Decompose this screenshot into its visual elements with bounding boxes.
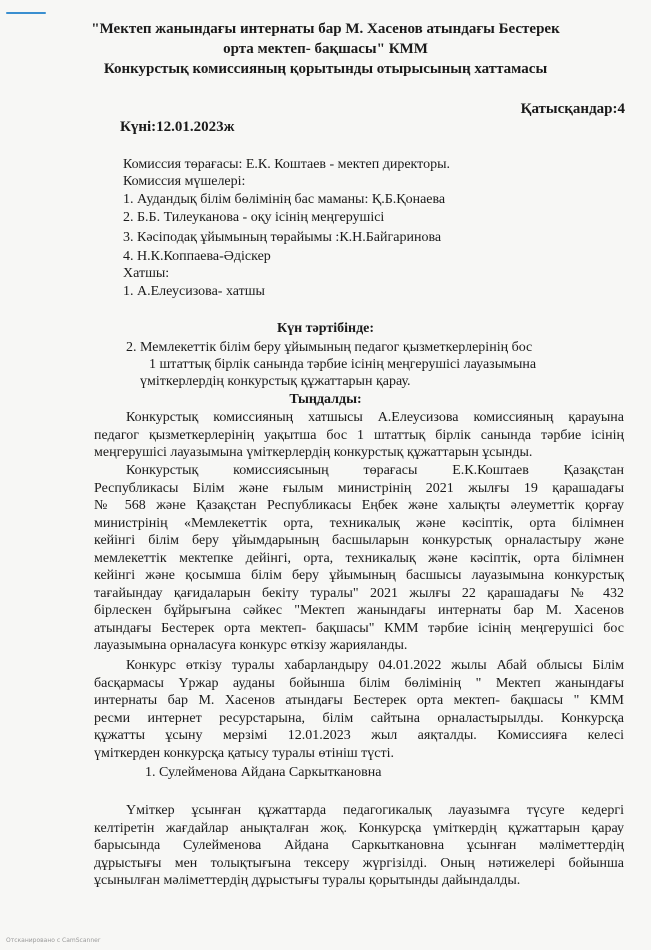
text-line: барысында Сулейменова Айдана Саркыткановна ұсынған мәліметтердің — [94, 838, 624, 853]
member-item: 3. Кәсіподақ ұйымының төрайымы :К.Н.Байгаринова — [123, 230, 442, 245]
text-line: интернаты бар М. Хасенов атындағы Бестерек орта мектеп- бақшасы " КММ — [94, 693, 624, 708]
member-item: 2. Б.Б. Тилеуканова - оқу ісінің меңгерушісі — [123, 210, 385, 225]
secretary-title: Хатшы: — [123, 266, 170, 281]
heard-paragraph-2 — [94, 462, 624, 655]
text-line: мемлекеттік мектепке дейінгі, орта, техникалық және кәсіптік, орта білімнен — [94, 550, 624, 566]
heard-paragraph-1 — [94, 409, 624, 462]
agenda-title: Күн тәртібінде: — [276, 321, 375, 336]
text-line: ресми интернет ресурстарына, білім сайтына орналастырылды. Конкурсқа — [94, 710, 624, 726]
text-line: Үміткер ұсынған құжаттарда педагогикалық лауазымға түсуге кедергі — [126, 803, 624, 818]
header-line-2: орта мектеп- бақшасы" КММ — [223, 41, 428, 57]
text-line: Конкурс өткізу туралы хабарландыру 04.01.2022 жылы Абай облысы Білім — [126, 658, 624, 673]
text-line: Конкурстық комиссияның хатшысы А.Елеусизова комиссияның қарауына — [126, 410, 624, 425]
text-line: министрінің «Мемлекеттік орта, техникалық және кәсіптік, орта білімнен — [94, 515, 624, 531]
document-title: Конкурстық комиссияның қорытынды отырысының хаттамасы — [103, 61, 548, 77]
heard-paragraph-3 — [94, 657, 624, 762]
header-line-1: "Мектеп жанындағы интернаты бар М. Хасенов атындағы Бестерек — [91, 21, 560, 37]
agenda-line: 2. Мемлекеттік білім беру ұйымының педагог қызметкерлерінің бос — [126, 340, 533, 355]
secretary: 1. А.Елеусизова- хатшы — [123, 284, 265, 299]
text-line: ұсынылған мәліметтердің дұрыстығы туралы қорытынды дайындалды. — [94, 873, 521, 888]
text-line: үміткерден конкурсқа қатысу туралы өтініш түсті. — [94, 745, 394, 761]
text-line: кейінгі және қосымша білім беру ұйымының басшысы лауазымына конкурстық — [94, 568, 624, 583]
text-line: бірлескен бұйрығына сәйкес "Мектеп жанындағы интернаты бар М. Хасенов — [94, 603, 624, 618]
commission-chair: Комиссия төрағасы: Е.К. Коштаев - мектеп директоры. — [123, 157, 450, 172]
text-line: кейінгі білім беру ұйымдарының басшыларын конкурстық орналастыру және — [94, 533, 624, 548]
heard-title: Тыңдалды: — [289, 392, 362, 407]
text-line: Конкурстық комиссиясының төрағасы Е.К.Коштаев Қазақстан — [126, 463, 624, 478]
member-item: 1. Аудандық білім бөлімінің бас маманы: Қ.Б.Қонаева — [123, 192, 446, 207]
text-line: келтіретін жағдайлар анықталған жоқ. Конкурсқа үміткердің құжаттарын қарау — [94, 820, 624, 836]
text-line: № 568 және Қазақстан Республикасы Еңбек және халықты әлеуметтік қорғау — [94, 498, 624, 513]
members-title: Комиссия мүшелері: — [123, 174, 246, 189]
text-line: лауазымына орналасуға конкурс өткізу жарияланды. — [94, 638, 408, 653]
text-line: атындағы Бестерек орта мектеп- бақшасы" КММ тәрбие ісінің меңгерушісі бос — [94, 620, 624, 636]
text-line: педагог қызметкерлерінің уақытша бос 1 штаттық бірлік санында тәрбие ісінің — [94, 427, 624, 443]
text-line: Республикасы Білім және ғылым министрінің 2021 жылғы 19 қарашадағы — [94, 480, 624, 496]
meeting-date: Күні:12.01.2023ж — [120, 119, 235, 135]
candidate-name: 1. Сулейменова Айдана Саркыткановна — [145, 765, 382, 780]
text-line: құжатты ұсыну мерзімі 12.01.2023 жыл аяқталды. Комиссияға келесі — [94, 728, 624, 743]
agenda-line: үміткерлердің конкурстық құжаттарын қарау. — [140, 374, 411, 389]
text-line: дұрыстығы мен толықтығына тексеру жүргізілді. Оның нәтижелері бойынша — [94, 855, 624, 871]
scan-watermark: Отсканировано с CamScanner — [6, 937, 101, 944]
agenda-line: 1 штаттық бірлік санында тәрбие ісінің меңгерушісі лауазымына — [149, 357, 537, 372]
text-line: меңгерушісі лауазымына үміткерлердің конкурстық құжаттарын ұсынды. — [94, 445, 533, 460]
participants-count: Қатысқандар:4 — [520, 101, 625, 117]
text-line: басқармасы Үржар ауданы бойынша білім бөлімінің " Мектеп жанындағы — [94, 675, 624, 691]
blue-pen-mark — [6, 12, 46, 14]
text-line: тағайындау қағидаларын бекіту туралы" 2021 жылғы 22 қарашадағы № 432 — [94, 585, 624, 601]
member-item: 4. Н.К.Коппаева-Әдіскер — [123, 249, 271, 264]
conclusion-paragraph — [94, 802, 624, 890]
